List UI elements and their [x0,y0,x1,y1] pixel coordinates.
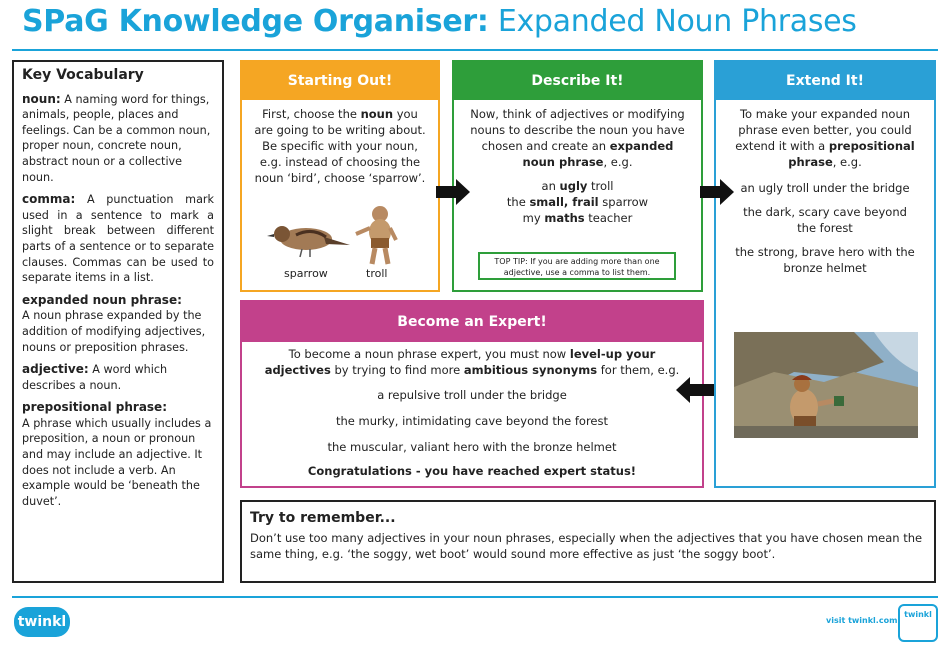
text-bold: level-up your adjectives [264,347,656,377]
text-bold: small, frail [529,195,599,209]
text-bold: expanded noun phrase [522,139,674,169]
vocab-definition: A noun phrase expanded by the addition of modifying adjectives, nouns or preposition phrases. [22,309,206,354]
key-vocabulary-box [12,60,224,583]
vocab-term: noun: [22,91,61,106]
vocab-entry-prepositional-phrase [22,400,214,509]
describe-example [464,210,691,226]
top-divider [12,49,938,51]
arrow-right-icon [720,179,734,205]
text-run: , e.g. [603,155,633,169]
text-run: First, choose the [262,107,361,121]
badge-label: twinkl [904,610,932,619]
text-run: teacher [584,211,633,225]
text-run: troll [587,179,614,193]
vocab-entry-adjective [22,362,214,393]
title-light: Expanded Noun Phrases [497,4,857,39]
starting-out-heading: Starting Out! [242,62,438,100]
extend-example: the strong, brave hero with the bronze helmet [735,245,915,275]
extend-example: the dark, scary cave beyond the forest [743,205,907,235]
text-run: an [541,179,560,193]
extend-it-text [716,100,934,176]
arrow-left-icon [676,377,690,403]
text-bold: maths [544,211,585,225]
sparrow-label: sparrow [284,267,328,280]
arrow-shaft [700,186,722,198]
vocab-definition: A word which describes a noun. [22,363,168,392]
describe-it-panel [452,60,703,292]
vocab-term: prepositional phrase: [22,400,167,415]
extend-example: an ugly troll under the bridge [740,181,910,195]
page-title [22,4,942,44]
text-bold: ugly [559,179,588,193]
vocab-term: adjective: [22,362,89,377]
text-bold: prepositional phrase [788,139,915,169]
troll-image [354,204,402,266]
vocab-entry-noun [22,92,214,186]
expert-congratulations: Congratulations - you have reached expert status! [307,464,637,478]
text-run: the [506,195,530,209]
text-bold: ambitious synonyms [463,363,598,377]
describe-example [464,194,691,210]
expert-example: a repulsive troll under the bridge [377,388,567,402]
arrow-shaft [690,384,714,396]
vocab-definition: A phrase which usually includes a preposition, a noun or pronoun and may include an adjective. It does not include a verb. An example would be ‘beneath the duvet’. [22,416,212,508]
bottom-divider [12,596,938,598]
troll-under-bridge-image [734,332,918,438]
vocab-definition: A naming word for things, animals, people, places and feelings. Can be a common noun, proper noun, concrete noun, abstract noun or a collective noun. [22,92,211,184]
describe-it-heading: Describe It! [454,62,701,100]
try-to-remember-box [240,500,936,583]
vocab-entry-expanded-noun-phrase [22,293,214,355]
visit-link[interactable]: visit twinkl.com [826,616,898,625]
vocab-entry-comma [22,192,214,286]
vocab-term: expanded noun phrase: [22,292,182,307]
describe-it-text [454,100,701,176]
text-run: by trying to find more [330,363,464,377]
title-bold: SPaG Knowledge Organiser: [22,4,489,39]
extend-it-heading: Extend It! [716,62,934,100]
starting-out-text [242,100,438,192]
expert-example: the muscular, valiant hero with the bronze helmet [327,440,617,454]
sparrow-image [264,217,352,259]
become-an-expert-heading: Become an Expert! [242,302,702,342]
text-bold: noun [360,107,394,121]
text-run: To make your expanded noun phrase even better, you could extend it with a [735,107,912,153]
expert-example: the murky, intimidating cave beyond the forest [335,414,609,428]
describe-example [464,178,691,194]
vocab-heading: Key Vocabulary [22,67,144,83]
top-tip-box: TOP TIP: If you are adding more than one adjective, use a comma to list them. [478,252,676,280]
text-run: for them, e.g. [597,363,680,377]
remember-text: Don’t use too many adjectives in your noun phrases, especially when the adjectives that you have chosen mean the same thing, e.g. ‘the soggy, wet boot’ would sound more effective as just ‘the soggy boot’. [250,531,923,561]
describe-examples [454,176,701,232]
vocab-definition: A punctuation mark used in a sentence to mark a slight break between different parts of a sentence or to separate clauses. Commas can be used to separate items in a list. [22,193,214,285]
vocab-term: comma: [22,192,76,207]
text-run: my [522,211,545,225]
extend-it-panel [714,60,936,488]
arrow-right-icon [456,179,470,205]
remember-heading: Try to remember... [250,510,396,526]
starting-out-panel [240,60,440,292]
text-run: you are going to be writing about. Be specific with your noun, e.g. instead of choosing the noun ‘bird’, choose ‘sparrow’. [254,107,426,185]
expert-text [242,342,702,382]
twinkl-logo: twinkl [14,607,70,637]
text-run: To become a noun phrase expert, you must now [288,347,570,361]
text-run: Now, think of adjectives or modifying nouns to describe the noun you have chosen and create an [470,107,685,153]
text-run: sparrow [598,195,649,209]
troll-label: troll [366,267,388,280]
quality-badge-icon [898,604,938,642]
text-run: , e.g. [832,155,862,169]
arrow-shaft [436,186,458,198]
become-an-expert-panel [240,300,704,488]
